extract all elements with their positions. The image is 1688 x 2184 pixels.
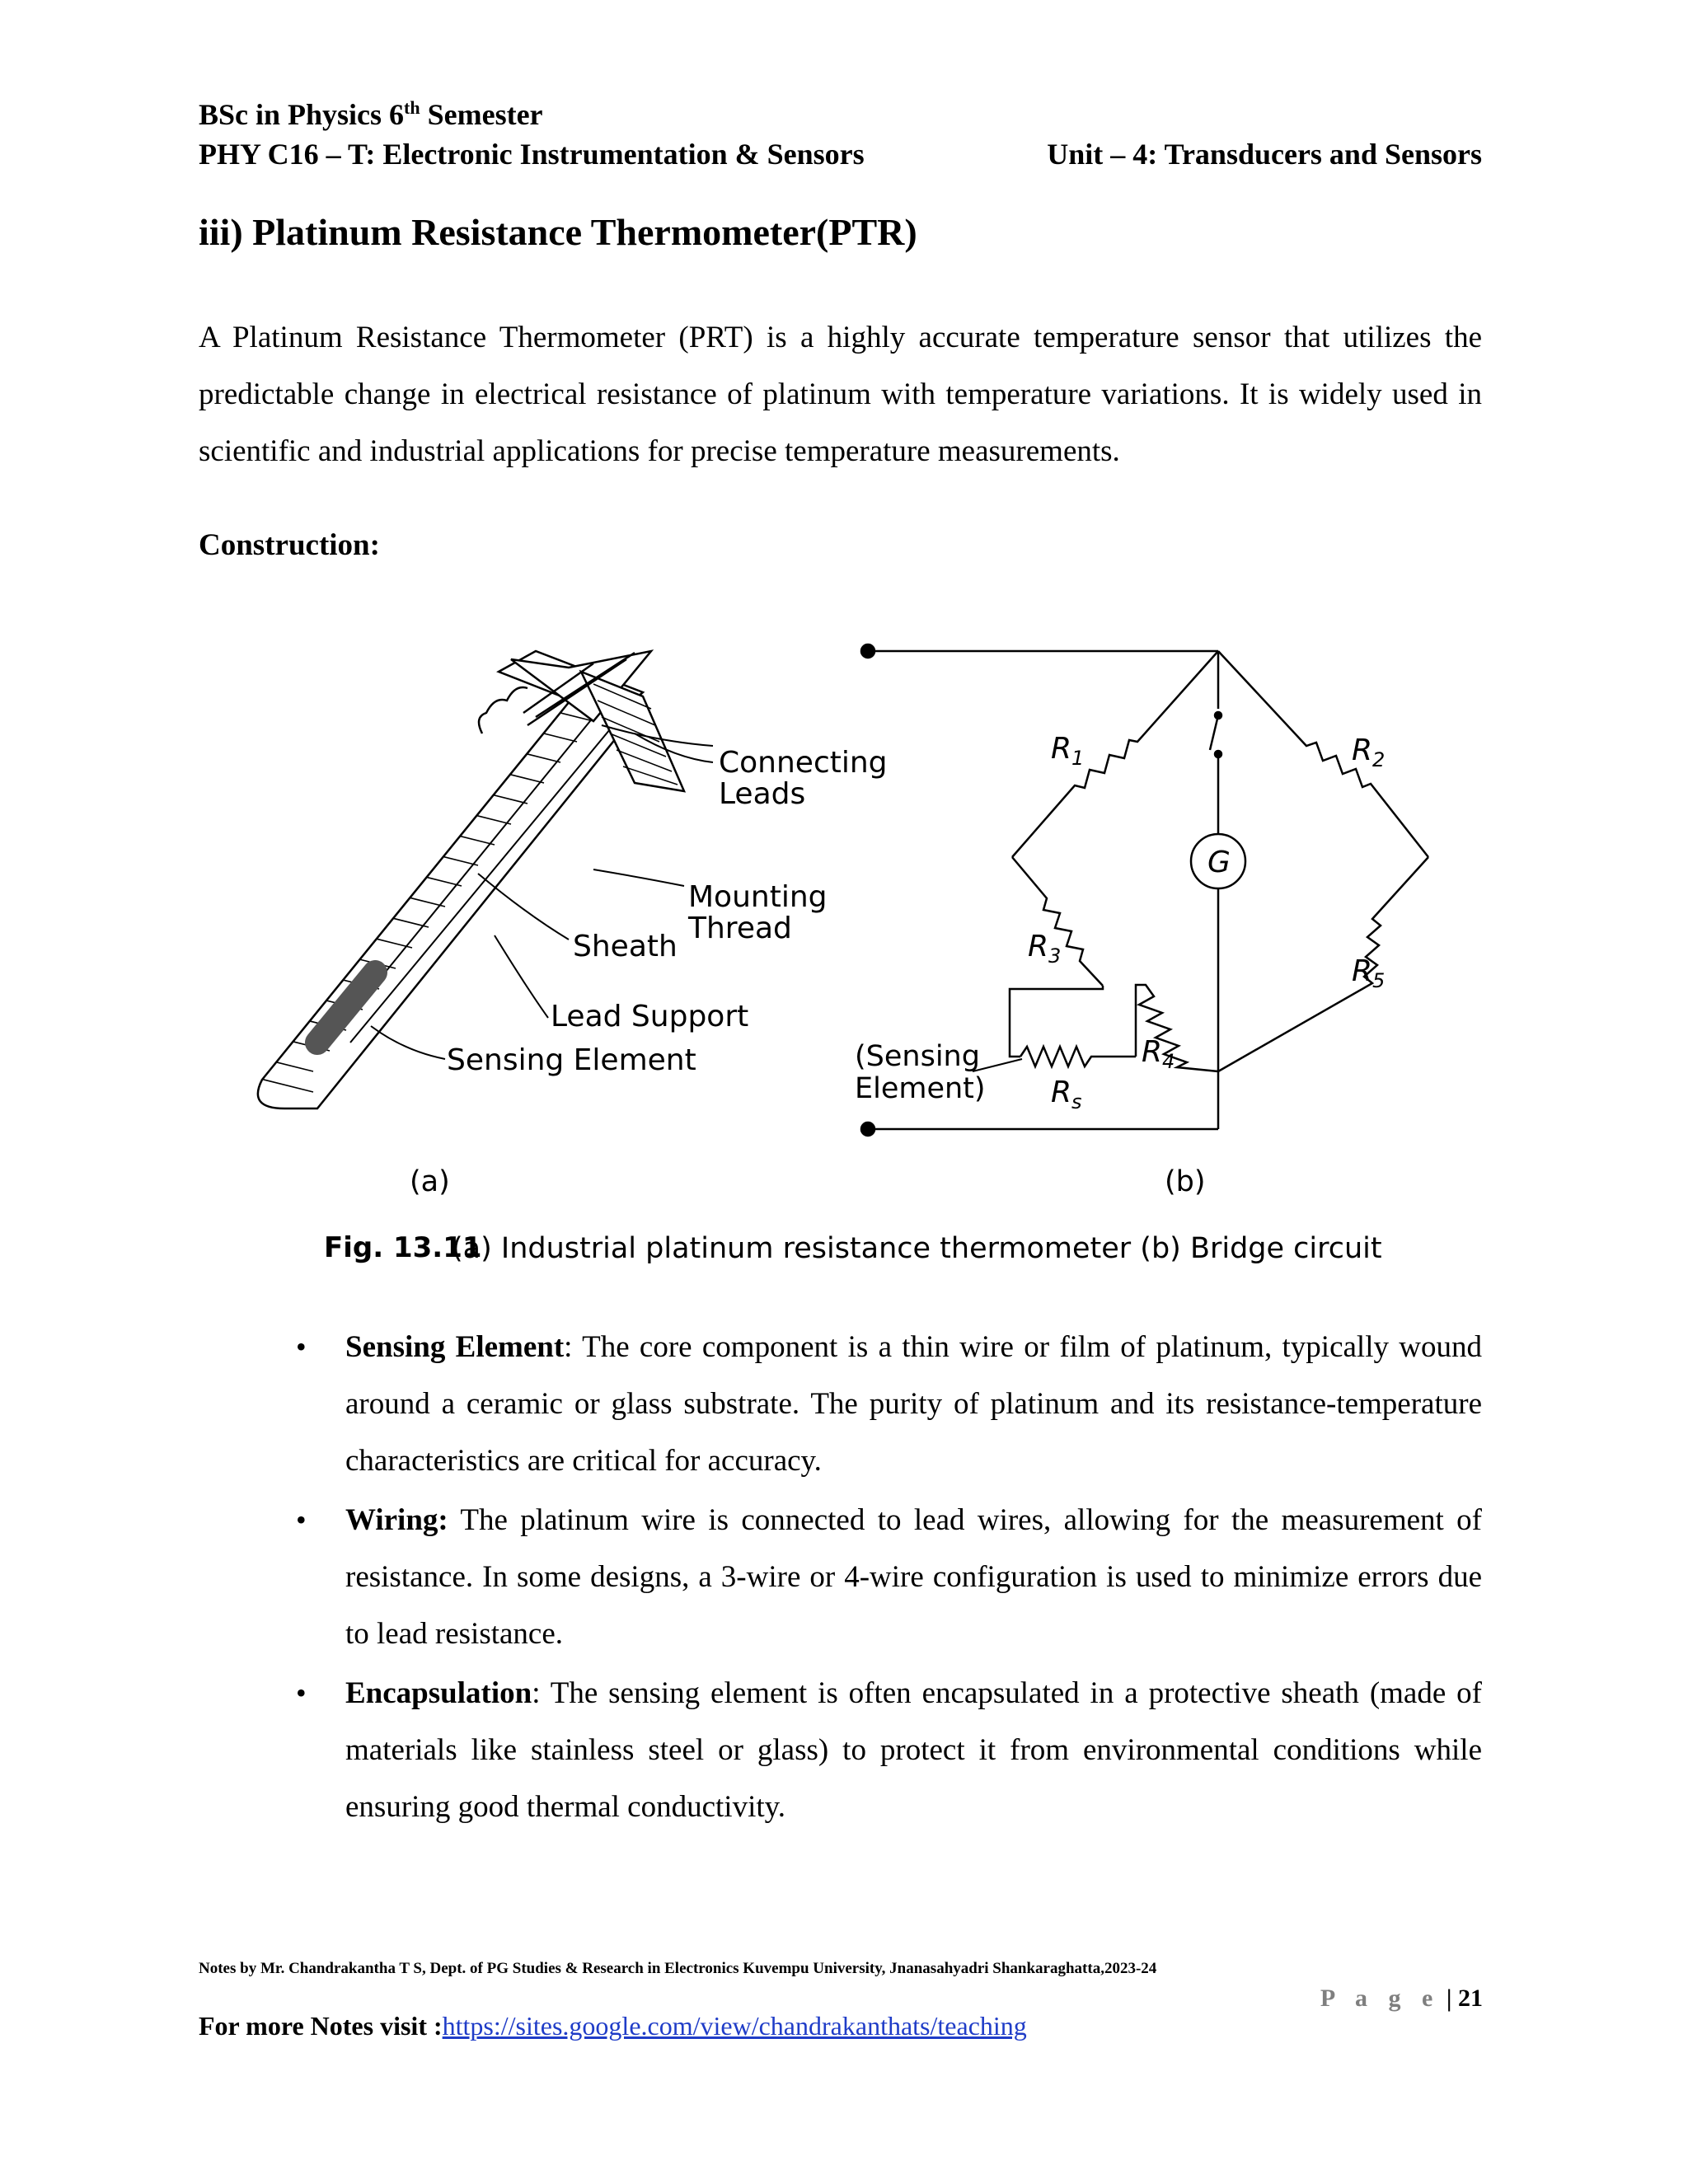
- label-mounting: Mounting: [688, 880, 828, 914]
- unit-title: Unit – 4: Transducers and Sensors: [1047, 138, 1482, 171]
- bullet-sensing-element: [296, 1319, 1483, 1489]
- label-r1: $R_1$: [1051, 732, 1085, 770]
- more-notes-line: [199, 2011, 1027, 2041]
- label-sensing-line2: Element): [855, 1072, 986, 1105]
- construction-bullets: [296, 1319, 1483, 1838]
- subfigure-label-a: (a): [410, 1165, 450, 1198]
- bullet-term: Wiring:: [345, 1503, 448, 1537]
- label-sensing-element: Sensing Element: [447, 1043, 696, 1077]
- bullet-encapsulation: [296, 1665, 1482, 1835]
- probe-labels: [447, 746, 888, 1077]
- label-rs: $R_s$: [1051, 1076, 1082, 1113]
- label-r3: $R_3$: [1028, 930, 1062, 968]
- paper-title: PHY C16 – T: Electronic Instrumentation & Sensors: [199, 138, 865, 171]
- bullet-text: : The sensing element is often encapsulated in a protective sheath (made of materials like stainless steel or glass) to protect it from environmental conditions while ensuring good thermal conductivity.: [345, 1676, 1482, 1824]
- bullet-text: The platinum wire is connected to lead wires, allowing for the measurement of resistance. In some designs, a 3-wire or 4-wire configuration is used to minimize errors due to lead resistance.: [345, 1503, 1482, 1651]
- course-line-sup: th: [404, 97, 420, 118]
- label-r5: $R_5$: [1352, 954, 1386, 992]
- caption-text: (a) Industrial platinum resistance thermometer (b) Bridge circuit: [452, 1232, 1382, 1265]
- footer-notes: Notes by Mr. Chandrakantha T S, Dept. of PG Studies & Research in Electronics Kuvempu University, Jnanasahyadri Shankaraghatta,2023-24: [199, 1960, 1157, 1977]
- page-separator: |: [1440, 1985, 1458, 2012]
- thermometer-probe-drawing: [247, 651, 713, 1108]
- course-line-suffix: Semester: [420, 98, 543, 131]
- bullet-dot: •: [296, 1330, 307, 1363]
- label-r4: $R_4$: [1142, 1035, 1175, 1073]
- label-sensing-line1: (Sensing: [855, 1040, 980, 1073]
- label-connecting: Connecting: [719, 746, 888, 780]
- notes-site-link[interactable]: https://sites.google.com/view/chandrakanthats/teaching: [442, 2011, 1027, 2041]
- bullet-dot: •: [296, 1503, 307, 1536]
- page-word: P a g e: [1320, 1985, 1441, 2012]
- caption-number: Fig. 13.11: [324, 1231, 482, 1264]
- label-leads: Leads: [719, 777, 806, 811]
- bullet-text: : The core component is a thin wire or film of platinum, typically wound around a ceramic or glass substrate. The purity of platinum and its resistance-temperature characteristics are critical for accuracy.: [345, 1330, 1483, 1478]
- subfigure-label-b: (b): [1165, 1165, 1206, 1198]
- more-notes-label: For more Notes visit :: [199, 2011, 443, 2041]
- page-number: 21: [1458, 1985, 1483, 2012]
- intro-paragraph: A Platinum Resistance Thermometer (PRT) is a highly accurate temperature sensor that utilizes the predictable change in electrical resistance of platinum with temperature variations. It is widely used in scientific and industrial applications for precise temperature measurements.: [199, 321, 1482, 468]
- label-galvanometer: G: [1207, 846, 1231, 879]
- label-sheath: Sheath: [573, 930, 678, 963]
- section-title: iii) Platinum Resistance Thermometer(PTR): [199, 211, 917, 253]
- construction-heading: Construction:: [199, 528, 380, 562]
- bullet-dot: •: [296, 1676, 307, 1709]
- label-r2: $R_2$: [1352, 733, 1386, 771]
- label-lead-support: Lead Support: [551, 1000, 749, 1033]
- bullet-term: Encapsulation: [345, 1676, 532, 1710]
- sensing-element-label: [855, 1040, 986, 1105]
- label-thread: Thread: [688, 912, 792, 945]
- bullet-term: Sensing Element: [345, 1330, 565, 1364]
- page-number-block: [1320, 1985, 1483, 2013]
- bullet-wiring: [296, 1492, 1482, 1662]
- course-line-prefix: BSc in Physics 6: [199, 98, 405, 131]
